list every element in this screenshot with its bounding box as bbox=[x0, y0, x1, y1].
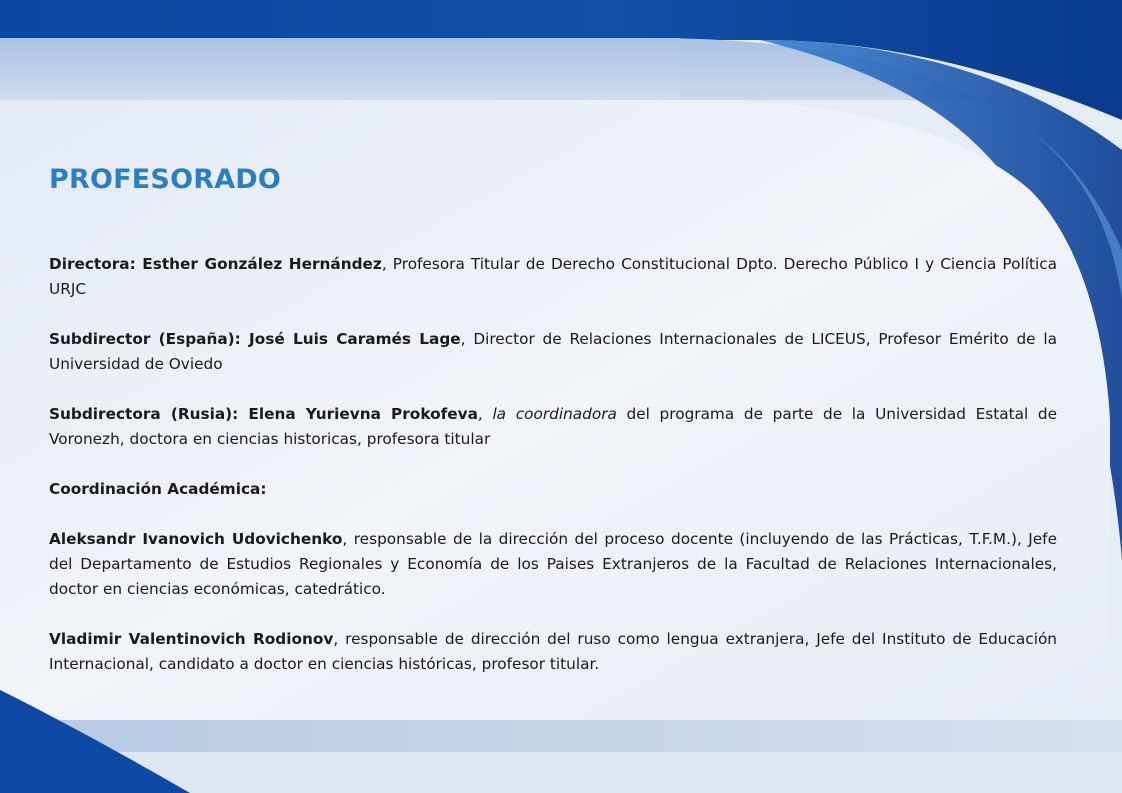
subdirectora-description: del programa de parte de la Universidad Estatal de Voronezh, doctora en ciencias historicas, profesora titular bbox=[49, 405, 1058, 448]
udovichenko-description: , responsable de la dirección del proceso docente (incluyendo de las Prácticas, T.F.M.), Jefe del Departamento de Estudios Regionales y Economía de los Paises Extranjeros de la Facultad de Relaciones Internacionales, doctor en ciencias económicas, catedrático. bbox=[49, 530, 1057, 598]
paragraph-subdirector-espana bbox=[49, 327, 1057, 377]
directora-description: , Profesora Titular de Derecho Constitucional Dpto. Derecho Público I y Ciencia Política URJC bbox=[49, 255, 1057, 298]
paragraph-coordinacion-heading bbox=[49, 477, 1057, 502]
page-title: PROFESORADO bbox=[49, 164, 282, 195]
subdirectora-name: Subdirectora (Rusia): Elena Yurievna Prokofeva bbox=[49, 405, 478, 423]
subdirector-name: Subdirector (España): José Luis Caramés Lage bbox=[49, 330, 461, 348]
paragraph-udovichenko bbox=[49, 527, 1057, 602]
paragraph-rodionov bbox=[49, 627, 1057, 677]
rodionov-description: , responsable de dirección del ruso como lengua extranjera, Jefe del Instituto de Educación Internacional, candidato a doctor en ciencias históricas, profesor titular. bbox=[49, 630, 1058, 673]
paragraph-directora bbox=[49, 252, 1057, 302]
rodionov-name: Vladimir Valentinovich Rodionov bbox=[49, 630, 334, 648]
coordinacion-heading: Coordinación Académica: bbox=[49, 480, 267, 498]
udovichenko-name: Aleksandr Ivanovich Udovichenko bbox=[49, 530, 343, 548]
directora-name: Directora: Esther González Hernández bbox=[49, 255, 382, 273]
subdirectora-separator: , bbox=[477, 405, 493, 423]
subdirector-description: , Director de Relaciones Internacionales de LICEUS, Profesor Emérito de la Universidad de Oviedo bbox=[49, 330, 1057, 373]
subdirectora-role: la coordinadora bbox=[492, 405, 617, 423]
paragraph-subdirectora-rusia bbox=[49, 402, 1057, 452]
content-area bbox=[49, 160, 1057, 702]
